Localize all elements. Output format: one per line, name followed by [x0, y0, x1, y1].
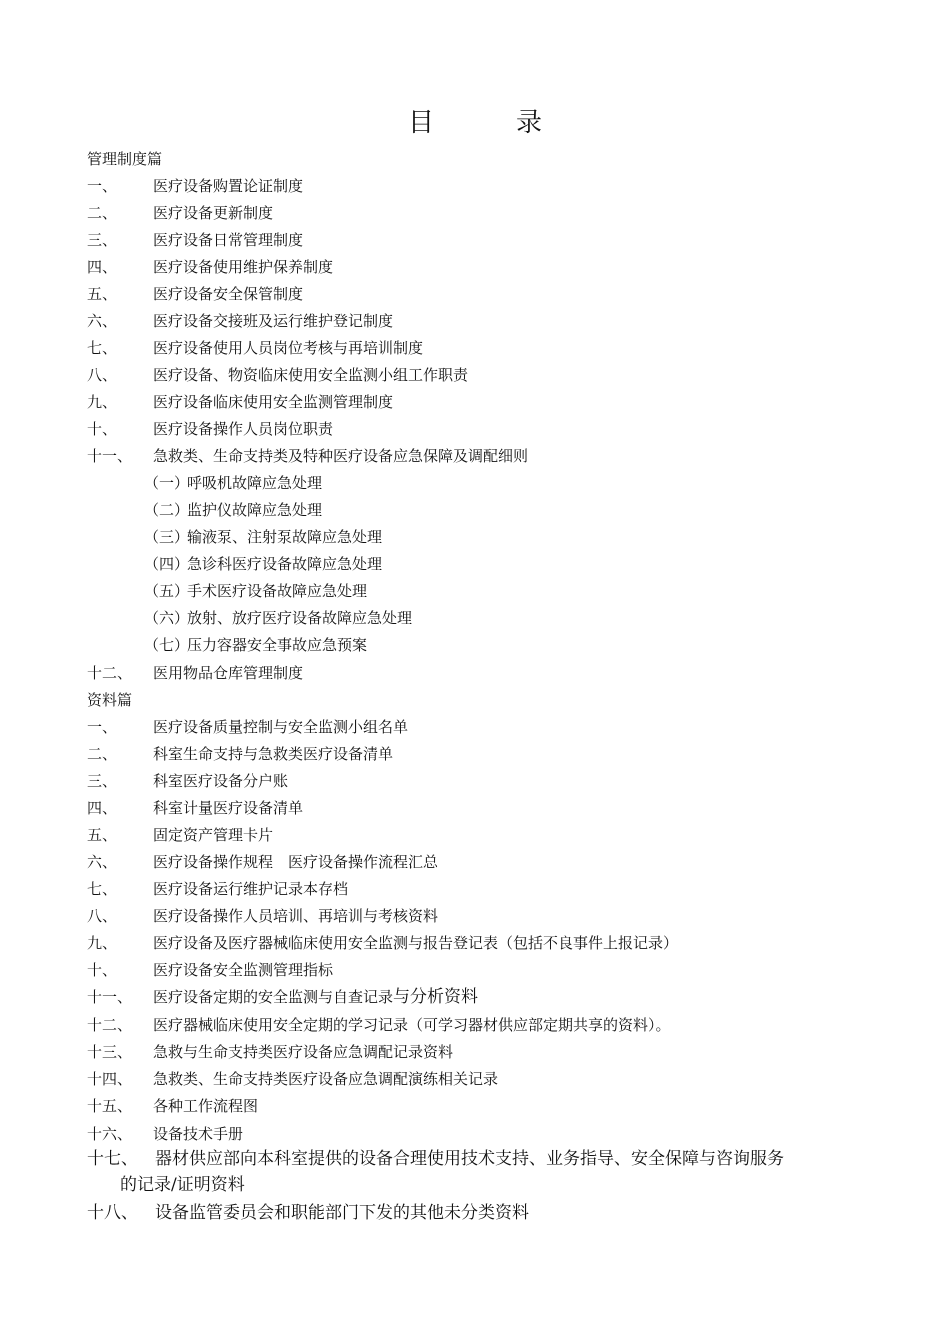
document-page: 目 录 管理制度篇 一、 医疗设备购置论证制度 二、 医疗设备更新制度 三、 医疗设备日常管理制度 四、 医疗设备使用维护保养制度 五、 医疗设备安全保管制度 六、 医疗设备交接班及运行维护登记制度 七、 医疗设备使用人员岗位考核与再培训制度 八、 医疗设备、物资临床使用安全监测小组工作职责 九、 医疗设备临床使用安全监测管理制度 十、 医疗设备操作人员岗位职责 十一、 急救类、生命支持类及特种医疗设备应急保障及调配细则 （一） 呼吸机故障应急处理 （二） 监护仪故障应急处理 （三） 输液泵、注射泵故障应急处理 （四） 急诊科医疗设备故障应急处理 （五） 手术医疗设备故障应急处理 （六） 放射、放疗医疗设备故障应急处理 （七） 压力容器安全事故应急预案 十二、 医用物品仓库管理制度 资料篇 一、 医疗设备质量控制与安全监测小组名单 二、 科室生命支持与急救类医疗设备清单 三、 科室医疗设备分户账 四、 科室计量医疗设备清单 五、 固定资产管理卡片 六、 医疗设备操作规程 医疗设备操作流程汇总 七、 医疗设备运行维护记录本存档 八、 医疗设备操作人员培训、再培训与考核资料 九、 医疗设备及医疗器械临床使用安全监测与报告登记表（包括不良事件上报记录） 十、 医疗设备安全监测管理指标 十一、 医疗设备定期的安全监测与自查记录与分析资料 十二、 医疗器械临床使用安全定期的学习记录（可学习器材供应部定期共享的资料）。 十三、 急救与生命支持类医疗设备应急调配记录资料 十四、 急救类、生命支持类医疗设备应急调配演练相关记录 十五、 各种工作流程图 十六、 设备技术手册 十七、 器材供应部向本科室提供的设备合理使用技术支持、业务指导、安全保障与咨询服务 的记录/证明资料 十八、 设备监管委员会和职能部门下发的其他未分类资料 [0, 0, 950, 1344]
section-heading-data: 资料篇 [87, 691, 133, 709]
toc-item-continuation: 的记录/证明资料 [120, 1175, 245, 1195]
section-heading-management: 管理制度篇 [87, 150, 163, 168]
page-title [0, 102, 950, 139]
title-char-2: 录 [516, 108, 543, 138]
title-char-1: 目 [407, 108, 434, 138]
